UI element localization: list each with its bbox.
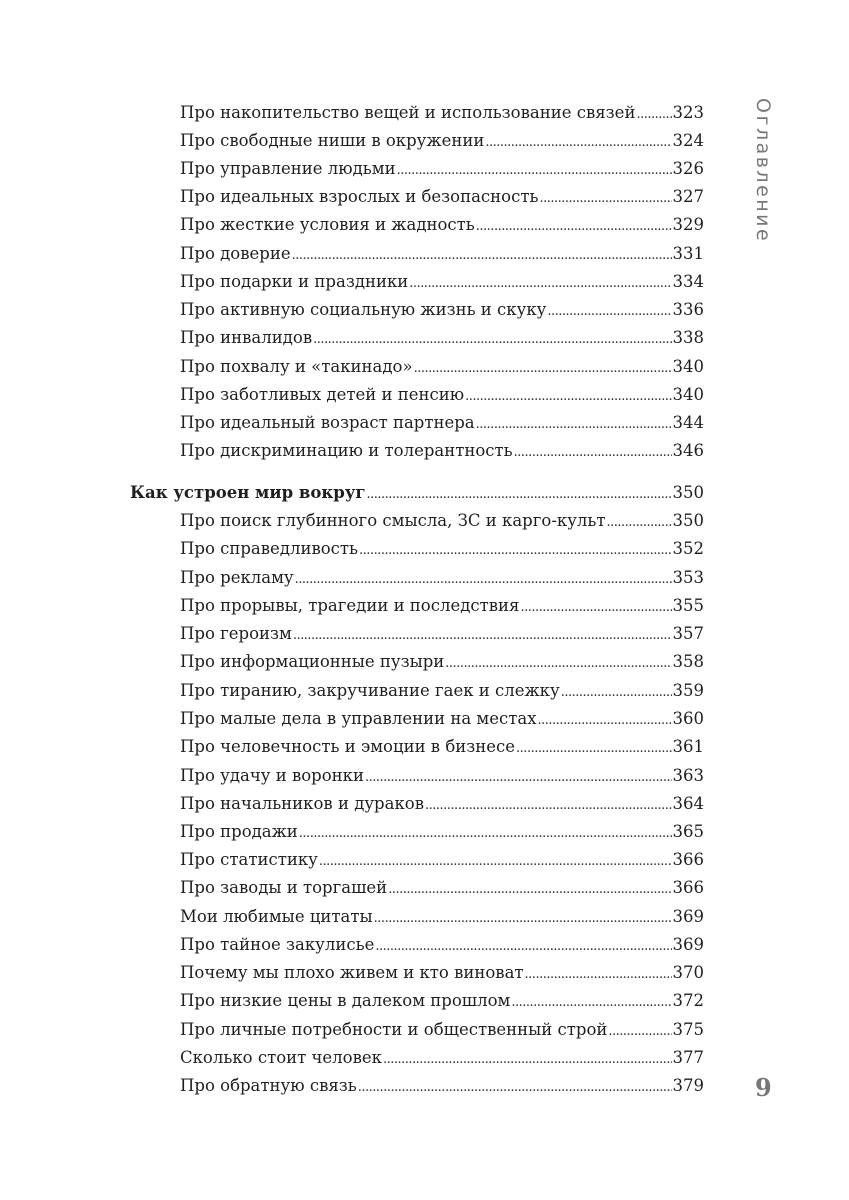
toc-entry xyxy=(180,848,704,872)
entry-page-number: 340 xyxy=(672,385,704,404)
entry-title: Про малые дела в управлении на местах xyxy=(180,709,537,728)
toc-entry xyxy=(180,876,704,900)
toc-entry xyxy=(180,157,704,181)
toc-entry xyxy=(180,905,704,929)
dot-leader xyxy=(319,850,672,874)
entry-title: Про накопительство вещей и использование связей xyxy=(180,103,636,122)
entry-page-number: 370 xyxy=(672,963,704,982)
toc-entry xyxy=(180,509,704,533)
entry-page-number: 375 xyxy=(672,1020,704,1039)
entry-page-number: 357 xyxy=(672,624,704,643)
dot-leader xyxy=(365,766,672,790)
dot-leader xyxy=(374,907,672,931)
entry-page-number: 361 xyxy=(672,737,704,756)
dot-leader xyxy=(313,328,671,352)
dot-leader xyxy=(476,215,672,239)
entry-page-number: 352 xyxy=(672,539,704,558)
entry-title: Про тайное закулисье xyxy=(180,935,375,954)
entry-title: Про подарки и праздники xyxy=(180,272,409,291)
entry-title: Про жесткие условия и жадность xyxy=(180,215,475,234)
dot-leader xyxy=(514,441,672,465)
entry-page-number: 369 xyxy=(672,907,704,926)
entry-page-number: 350 xyxy=(672,483,704,502)
dot-leader xyxy=(538,709,672,733)
toc-entry xyxy=(180,1018,704,1042)
dot-leader xyxy=(561,681,672,705)
dot-leader xyxy=(636,103,671,127)
toc-entry xyxy=(180,383,704,407)
entry-title: Про начальников и дураков xyxy=(180,794,424,813)
toc-entry xyxy=(180,566,704,590)
entry-title: Про человечность и эмоции в бизнесе xyxy=(180,737,516,756)
toc-entry xyxy=(180,1074,704,1098)
entry-page-number: 324 xyxy=(672,131,704,150)
dot-leader xyxy=(367,483,672,507)
dot-leader xyxy=(358,1076,672,1100)
entry-page-number: 336 xyxy=(672,300,704,319)
entry-title: Про заводы и торгашей xyxy=(180,878,388,897)
dot-leader xyxy=(520,596,671,620)
dot-leader xyxy=(476,413,672,437)
dot-leader xyxy=(293,624,672,648)
toc-entry xyxy=(180,679,704,703)
toc-entry xyxy=(180,707,704,731)
entry-title: Про прорывы, трагедии и последствия xyxy=(180,596,520,615)
toc-entry xyxy=(180,1046,704,1070)
toc-entry xyxy=(180,411,704,435)
dot-leader xyxy=(511,991,671,1015)
entry-title: Про удачу и воронки xyxy=(180,766,364,785)
dot-leader xyxy=(409,272,671,296)
dot-leader xyxy=(445,652,671,676)
entry-page-number: 366 xyxy=(672,850,704,869)
entry-page-number: 377 xyxy=(672,1048,704,1067)
entry-page-number: 365 xyxy=(672,822,704,841)
toc-entry xyxy=(180,989,704,1013)
toc-entry xyxy=(180,537,704,561)
entry-title: Мои любимые цитаты xyxy=(180,907,373,926)
toc-entry xyxy=(180,101,704,125)
dot-leader xyxy=(539,187,671,211)
dot-leader xyxy=(397,159,672,183)
dot-leader xyxy=(295,568,672,592)
dot-leader xyxy=(375,935,671,959)
dot-leader xyxy=(388,878,671,902)
entry-page-number: 353 xyxy=(672,568,704,587)
toc-entry xyxy=(180,622,704,646)
entry-page-number: 338 xyxy=(672,328,704,347)
toc-entry xyxy=(180,594,704,618)
entry-title: Про похвалу и «такинадо» xyxy=(180,357,413,376)
entry-title: Про рекламу xyxy=(180,568,294,587)
entry-title: Сколько стоит человек xyxy=(180,1048,382,1067)
entry-page-number: 329 xyxy=(672,215,704,234)
entry-title: Про свободные ниши в окружении xyxy=(180,131,485,150)
entry-title: Про активную социальную жизнь и скуку xyxy=(180,300,547,319)
toc-entry xyxy=(180,764,704,788)
entry-title: Про информационные пузыри xyxy=(180,652,445,671)
dot-leader xyxy=(414,357,672,381)
entry-title: Почему мы плохо живем и кто виноват xyxy=(180,963,524,982)
entry-title: Про личные потребности и общественный строй xyxy=(180,1020,608,1039)
toc-entry xyxy=(180,961,704,985)
toc-entry xyxy=(180,792,704,816)
toc-entry xyxy=(180,270,704,294)
toc-entry xyxy=(180,820,704,844)
dot-leader xyxy=(292,244,672,268)
entry-page-number: 358 xyxy=(672,652,704,671)
dot-leader xyxy=(516,737,671,761)
dot-leader xyxy=(525,963,672,987)
toc-entry xyxy=(180,735,704,759)
dot-leader xyxy=(299,822,672,846)
entry-page-number: 366 xyxy=(672,878,704,897)
dot-leader xyxy=(425,794,672,818)
entry-page-number: 334 xyxy=(672,272,704,291)
section-title: Как устроен мир вокруг xyxy=(130,483,366,502)
toc-section-heading xyxy=(130,481,704,505)
entry-page-number: 363 xyxy=(672,766,704,785)
toc-entry xyxy=(180,185,704,209)
entry-page-number: 327 xyxy=(672,187,704,206)
entry-page-number: 369 xyxy=(672,935,704,954)
running-head: Оглавление xyxy=(752,98,774,244)
entry-page-number: 344 xyxy=(672,413,704,432)
entry-title: Про поиск глубинного смысла, ЗС и карго-культ xyxy=(180,511,606,530)
toc-entry xyxy=(180,650,704,674)
entry-page-number: 360 xyxy=(672,709,704,728)
entry-title: Про героизм xyxy=(180,624,292,643)
entry-page-number: 364 xyxy=(672,794,704,813)
entry-page-number: 331 xyxy=(672,244,704,263)
dot-leader xyxy=(359,539,671,563)
entry-page-number: 346 xyxy=(672,441,704,460)
entry-title: Про дискриминацию и толерантность xyxy=(180,441,513,460)
entry-title: Про статистику xyxy=(180,850,318,869)
entry-page-number: 340 xyxy=(672,357,704,376)
entry-page-number: 379 xyxy=(672,1076,704,1095)
entry-page-number: 350 xyxy=(672,511,704,530)
entry-title: Про низкие цены в далеком прошлом xyxy=(180,991,511,1010)
entry-title: Про инвалидов xyxy=(180,328,313,347)
entry-title: Про идеальных взрослых и безопасность xyxy=(180,187,539,206)
entry-page-number: 355 xyxy=(672,596,704,615)
entry-title: Про идеальный возраст партнера xyxy=(180,413,475,432)
toc-entry xyxy=(180,326,704,350)
page-number: 9 xyxy=(755,1073,772,1102)
entry-title: Про управление людьми xyxy=(180,159,396,178)
toc-entry xyxy=(180,439,704,463)
dot-leader xyxy=(608,1020,671,1044)
toc-entry xyxy=(180,213,704,237)
entry-page-number: 372 xyxy=(672,991,704,1010)
entry-title: Про справедливость xyxy=(180,539,359,558)
dot-leader xyxy=(607,511,672,535)
entry-page-number: 326 xyxy=(672,159,704,178)
dot-leader xyxy=(383,1048,672,1072)
entry-title: Про доверие xyxy=(180,244,291,263)
toc-entry xyxy=(180,933,704,957)
dot-leader xyxy=(465,385,671,409)
entry-title: Про тиранию, закручивание гаек и слежку xyxy=(180,681,560,700)
entry-page-number: 323 xyxy=(672,103,704,122)
entry-title: Про заботливых детей и пенсию xyxy=(180,385,465,404)
dot-leader xyxy=(485,131,671,155)
entry-title: Про продажи xyxy=(180,822,298,841)
toc-entry xyxy=(180,355,704,379)
entry-page-number: 359 xyxy=(672,681,704,700)
dot-leader xyxy=(547,300,671,324)
entry-title: Про обратную связь xyxy=(180,1076,357,1095)
toc-entry xyxy=(180,129,704,153)
toc-entry xyxy=(180,298,704,322)
toc-entry xyxy=(180,242,704,266)
